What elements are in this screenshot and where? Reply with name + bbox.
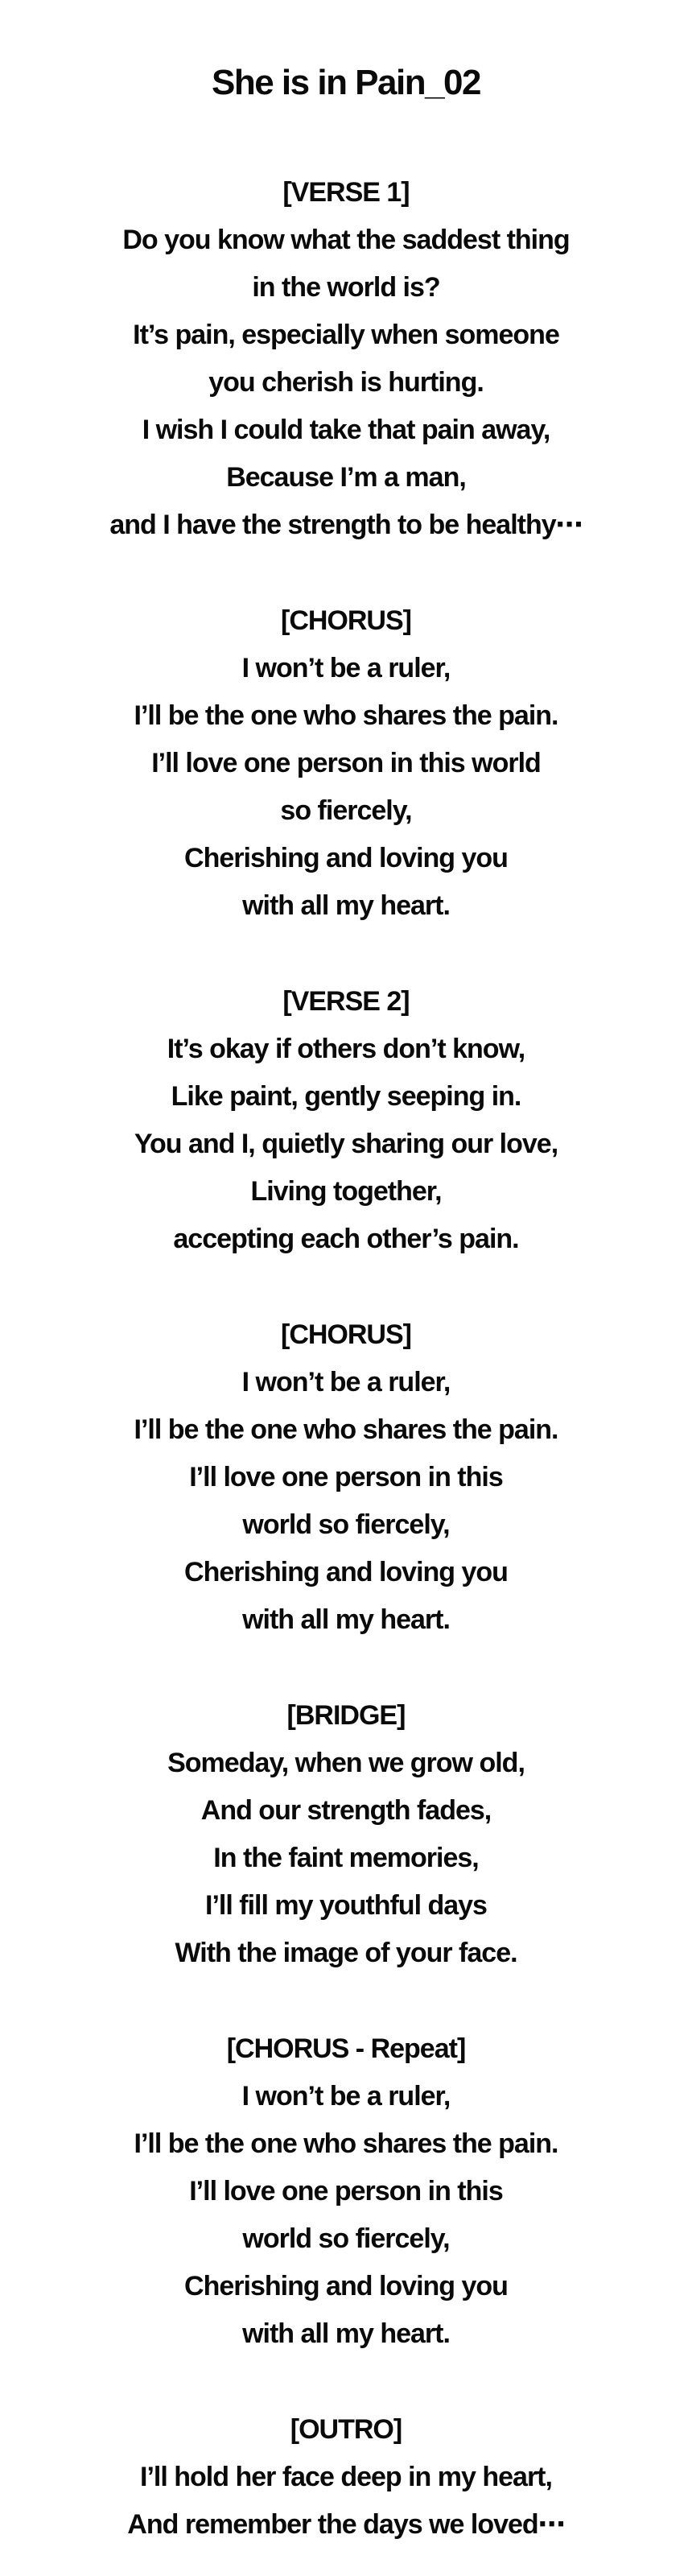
- lyric-line: I’ll hold her face deep in my heart,: [140, 2462, 552, 2492]
- lyric-line: Like paint, gently seeping in.: [171, 1081, 521, 1112]
- section-header: [OUTRO]: [290, 2414, 402, 2445]
- lyric-line: Because I’m a man,: [226, 462, 466, 493]
- lyric-section: [0, 2025, 692, 2358]
- lyric-line: Cherishing and loving you: [184, 1557, 508, 1587]
- lyric-line: Cherishing and loving you: [184, 2271, 508, 2301]
- lyric-section: [0, 2406, 692, 2549]
- lyrics-sections: [0, 169, 692, 2549]
- lyric-line: so fiercely,: [280, 795, 412, 826]
- lyric-section: [0, 1311, 692, 1644]
- lyric-line: It’s okay if others don’t know,: [167, 1034, 525, 1064]
- lyric-section: [0, 978, 692, 1263]
- lyric-line: And remember the days we loved⋯: [127, 2509, 565, 2540]
- lyric-line: With the image of your face.: [175, 1938, 517, 1968]
- lyric-line: You and I, quietly sharing our love,: [134, 1129, 558, 1159]
- lyric-line: I’ll be the one who shares the pain.: [134, 2128, 558, 2159]
- lyric-line: Cherishing and loving you: [184, 843, 508, 873]
- lyric-line: with all my heart.: [242, 2318, 450, 2349]
- lyric-line: I’ll love one person in this: [189, 1462, 503, 1492]
- lyric-line: world so fiercely,: [242, 1509, 450, 1540]
- lyric-line: I’ll love one person in this: [189, 2176, 503, 2207]
- section-header: [CHORUS - Repeat]: [226, 2033, 466, 2064]
- lyric-line: accepting each other’s pain.: [173, 1224, 519, 1254]
- lyric-line: I won’t be a ruler,: [241, 1367, 451, 1397]
- section-header: [CHORUS]: [281, 1319, 411, 1350]
- lyric-line: And our strength fades,: [200, 1795, 492, 1826]
- section-header: [VERSE 1]: [282, 177, 410, 208]
- lyric-line: I’ll be the one who shares the pain.: [134, 1414, 558, 1445]
- lyric-line: I’ll fill my youthful days: [205, 1890, 487, 1921]
- lyric-line: I’ll love one person in this world: [151, 748, 541, 778]
- lyric-line: It’s pain, especially when someone: [133, 320, 559, 350]
- lyric-line: I wish I could take that pain away,: [142, 415, 550, 445]
- lyric-line: you cherish is hurting.: [208, 367, 484, 398]
- lyric-section: [0, 597, 692, 930]
- lyric-section: [0, 169, 692, 549]
- lyric-line: in the world is?: [252, 272, 440, 303]
- page-title: She is in Pain_02: [212, 63, 480, 102]
- lyric-line: Do you know what the saddest thing: [122, 225, 570, 255]
- lyric-line: I’ll be the one who shares the pain.: [134, 700, 558, 731]
- lyric-line: with all my heart.: [242, 1604, 450, 1635]
- lyric-line: world so fiercely,: [242, 2223, 450, 2254]
- section-header: [CHORUS]: [281, 605, 411, 636]
- lyric-line: Living together,: [250, 1176, 442, 1207]
- lyric-line: I won’t be a ruler,: [241, 2081, 451, 2112]
- lyric-line: In the faint memories,: [213, 1843, 479, 1873]
- lyric-section: [0, 1692, 692, 1977]
- lyric-line: Someday, when we grow old,: [167, 1748, 525, 1778]
- lyric-line: and I have the strength to be healthy⋯: [109, 510, 583, 540]
- lyric-line: I won’t be a ruler,: [241, 653, 451, 683]
- section-header: [VERSE 2]: [282, 986, 410, 1017]
- section-header: [BRIDGE]: [286, 1700, 406, 1731]
- lyric-line: with all my heart.: [242, 890, 450, 921]
